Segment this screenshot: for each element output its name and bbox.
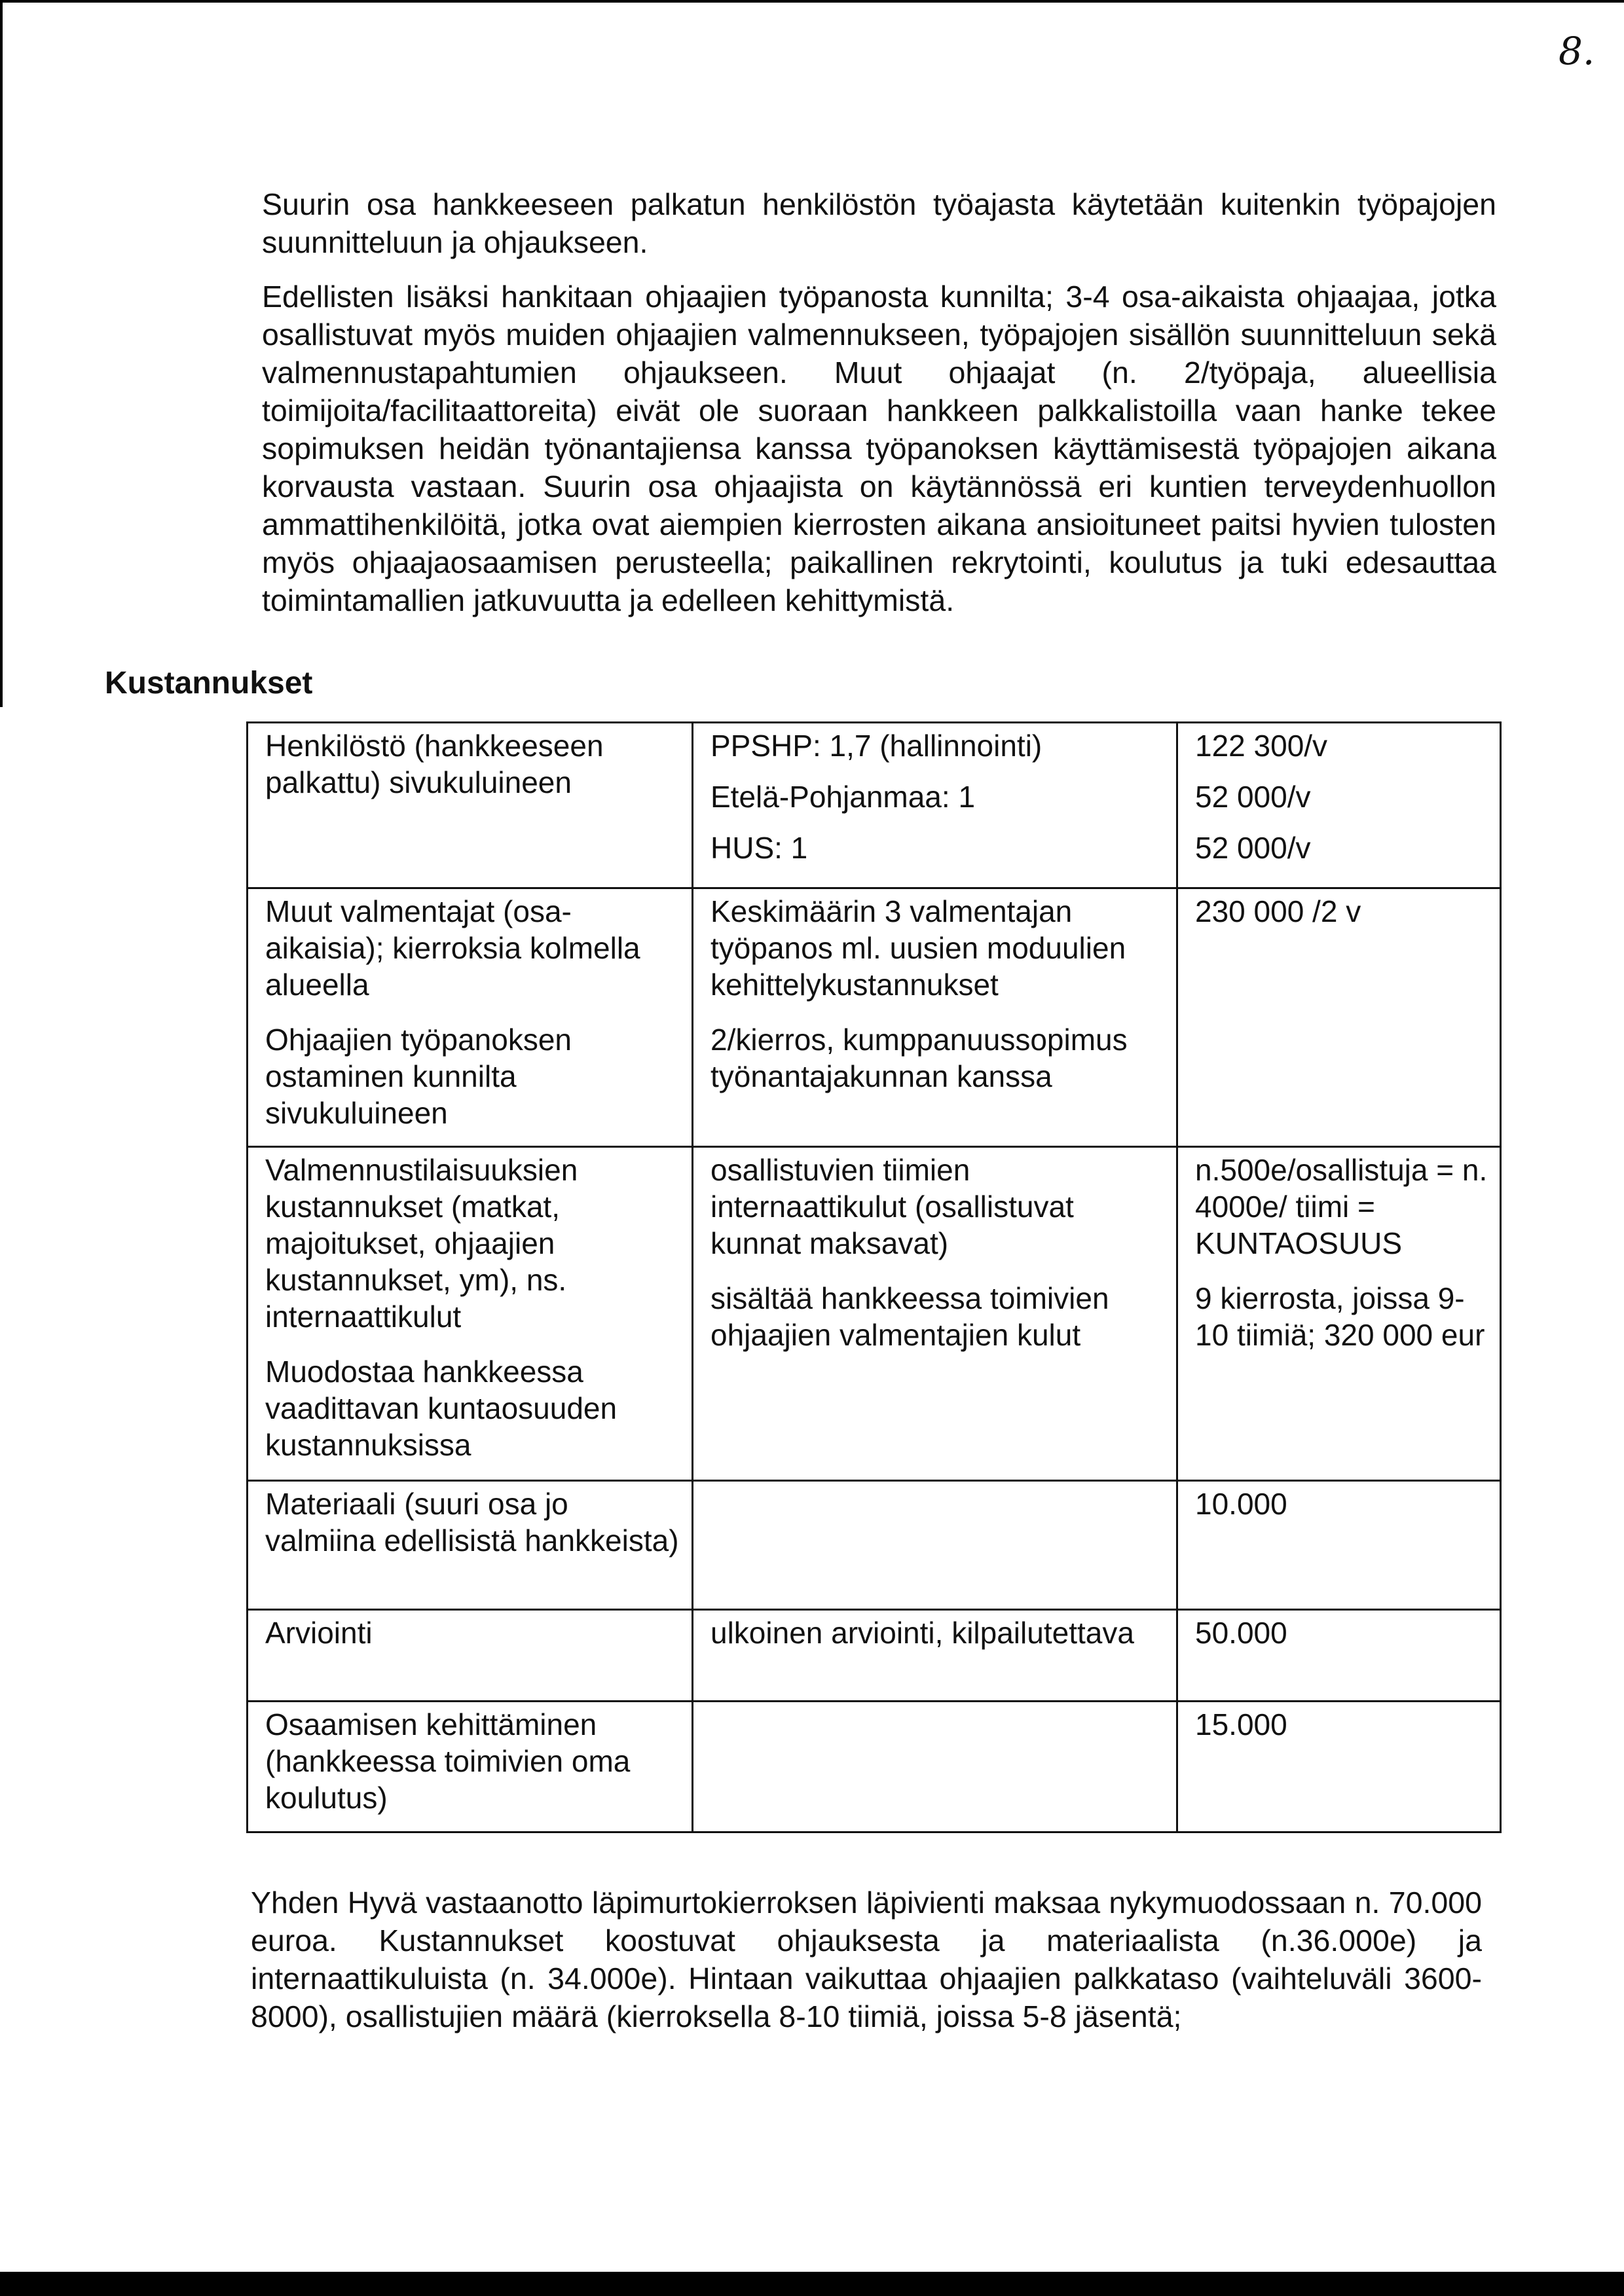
cost-details-text: 2/kierros, kumppanuussopimus työnantajakunnan kanssa (710, 1023, 1128, 1093)
page-top-border (0, 0, 1624, 3)
cost-amount-text: 52 000/v (1195, 780, 1311, 814)
cost-item-text: Materiaali (suuri osa jo valmiina edellisistä hankkeista) (265, 1487, 679, 1558)
cost-item-text: Valmennustilaisuuksien kustannukset (matkat, majoitukset, ohjaajien kustannukset, ym), ns. internaattikulut (265, 1153, 578, 1334)
page-left-border (0, 0, 3, 707)
page-number: 8. (1559, 29, 1595, 73)
table-row (248, 1481, 1501, 1610)
page-bottom-border (0, 2272, 1624, 2296)
table-row (248, 888, 1501, 1147)
cost-details-cell (693, 723, 1177, 888)
cost-amount-text: 122 300/v (1195, 729, 1328, 763)
cost-details-cell (693, 1147, 1177, 1481)
cost-amount-cell (1177, 1702, 1501, 1832)
cost-details-text: sisältää hankkeessa toimivien ohjaajien valmentajien kulut (710, 1281, 1109, 1352)
table-row (248, 1702, 1501, 1832)
intro-paragraph-1: Suurin osa hankkeeseen palkatun henkilöstön työajasta käytetään kuitenkin työpajojen suunnitteluun ja ohjaukseen. (262, 187, 1496, 259)
cost-item-cell (248, 723, 693, 888)
cost-amount-cell (1177, 1481, 1501, 1610)
closing-paragraph: Yhden Hyvä vastaanotto läpimurtokierroksen läpivienti maksaa nykymuodossaan n. 70.000 euroa. Kustannukset koostuvat ohjauksesta ja materiaalista (n.36.000e) ja internaattikuluista (n. 34.000e). Hintaan vaikuttaa ohjaajien palkkataso (vaihteluväli 3600-8000), osallistujien määrä (kierroksella 8-10 tiimiä, joissa 5-8 jäsentä; (251, 1886, 1482, 2033)
cost-amount-text: 50.000 (1195, 1616, 1287, 1650)
cost-item-cell (248, 1481, 693, 1610)
cost-item-cell (248, 1147, 693, 1481)
cost-amount-cell (1177, 888, 1501, 1147)
cost-amount-text: 9 kierrosta, joissa 9-10 tiimiä; 320 000 eur (1195, 1281, 1485, 1352)
intro-paragraph-2: Edellisten lisäksi hankitaan ohjaajien työpanosta kunnilta; 3-4 osa-aikaista ohjaajaa, jotka osallistuvat myös muiden ohjaajien valmennukseen, työpajojen sisällön suunnitteluun sekä valmennustapahtumien ohjaukseen. Muut ohjaajat (n. 2/työpaja, alueellisia toimijoita/facilitaattoreita) eivät ole suoraan hankkeen palkkalistoilla vaan hanke tekee sopimuksen heidän työnantajiensa kanssa työpanoksen käyttämisestä työpajojen aikana korvausta vastaan. Suurin osa ohjaajista on käytännössä eri kuntien terveydenhuollon ammattihenkilöitä, jotka ovat aiempien kierrosten aikana ansioituneet paitsi hyvien tulosten myös ohjaajaosaamisen perusteella; paikallinen rekrytointi, koulutus ja tuki edesauttaa toimintamallien jatkuvuutta ja edelleen kehittymistä. (262, 280, 1496, 617)
cost-amount-text: n.500e/osallistuja = n. 4000e/ tiimi = KUNTAOSUUS (1195, 1153, 1488, 1260)
costs-table (246, 721, 1502, 1833)
cost-item-cell (248, 1702, 693, 1832)
cost-details-text: Etelä-Pohjanmaa: 1 (710, 780, 976, 814)
table-row (248, 1147, 1501, 1481)
cost-details-text: Keskimäärin 3 valmentajan työpanos ml. uusien moduulien kehittelykustannukset (710, 894, 1126, 1002)
costs-heading: Kustannukset (105, 666, 313, 701)
cost-amount-cell (1177, 1610, 1501, 1702)
cost-amount-text: 15.000 (1195, 1707, 1287, 1741)
cost-details-cell (693, 888, 1177, 1147)
cost-amount-text: 52 000/v (1195, 831, 1311, 865)
table-row (248, 723, 1501, 888)
cost-details-cell (693, 1481, 1177, 1610)
cost-amount-cell (1177, 723, 1501, 888)
cost-details-text: HUS: 1 (710, 831, 808, 865)
cost-item-text: Muodostaa hankkeessa vaadittavan kuntaosuuden kustannuksissa (265, 1355, 618, 1462)
cost-item-text: Arviointi (265, 1616, 373, 1650)
cost-item-text: Henkilöstö (hankkeeseen palkattu) sivukuluineen (265, 729, 604, 799)
cost-item-text: Ohjaajien työpanoksen ostaminen kunnilta sivukuluineen (265, 1023, 572, 1130)
cost-amount-text: 10.000 (1195, 1487, 1287, 1521)
cost-details-text: ulkoinen arviointi, kilpailutettava (710, 1616, 1134, 1650)
cost-amount-text: 230 000 /2 v (1195, 894, 1361, 928)
cost-item-cell (248, 1610, 693, 1702)
table-row (248, 1610, 1501, 1702)
cost-details-cell (693, 1610, 1177, 1702)
cost-amount-cell (1177, 1147, 1501, 1481)
cost-item-cell (248, 888, 693, 1147)
cost-details-text: PPSHP: 1,7 (hallinnointi) (710, 729, 1043, 763)
cost-item-text: Osaamisen kehittäminen (hankkeessa toimivien oma koulutus) (265, 1707, 631, 1815)
cost-details-cell (693, 1702, 1177, 1832)
cost-details-text: osallistuvien tiimien internaattikulut (osallistuvat kunnat maksavat) (710, 1153, 1074, 1260)
cost-item-text: Muut valmentajat (osa-aikaisia); kierroksia kolmella alueella (265, 894, 640, 1002)
